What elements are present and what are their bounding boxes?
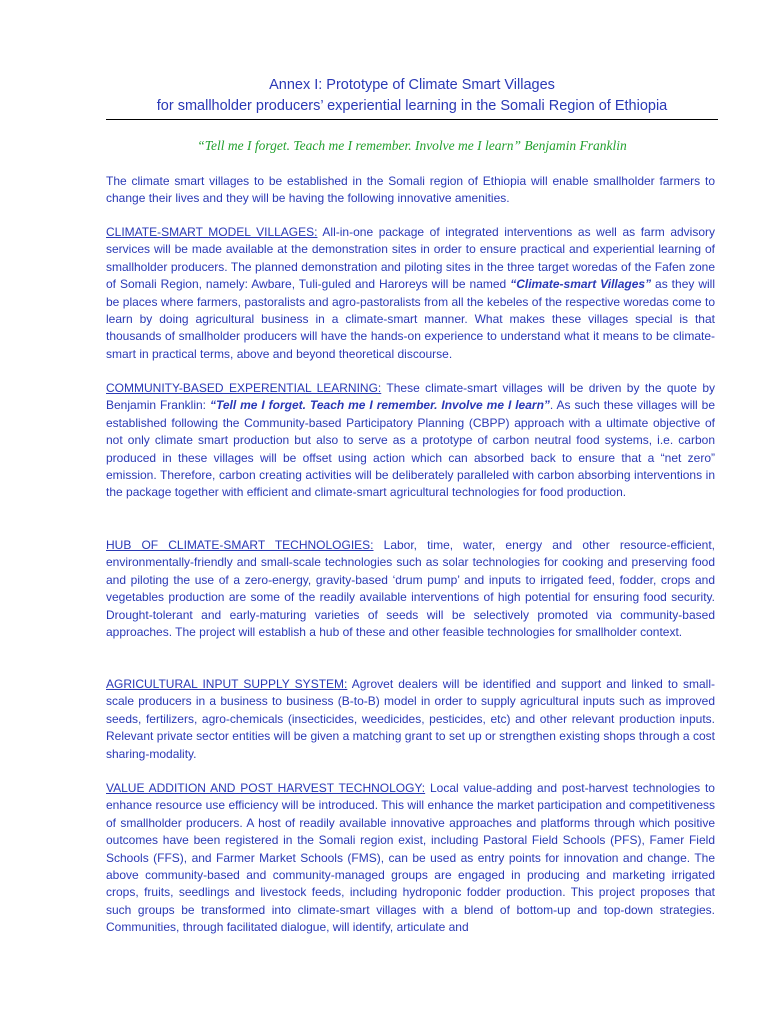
section-text: Labor, time, water, energy and other resource-efficient, environmentally-friendly and small-scale technologies such as solar technologies for cooking and preserving food and piloting the use of a zero-energy, gravity-based ‘drum pump’ and inputs to irrigated feed, fodder, crops and vegetables production are some of the readily available interventions of high potential for ensuring food security. Drought-tolerant and early-maturing varieties of seeds will be selectively promoted via community-based approaches. The project will establish a hub of these and other feasible technologies for smallholder context. [106,538,715,640]
section-heading: HUB OF CLIMATE-SMART TECHNOLOGIES: [106,538,374,552]
section-text-continued: as they will be places where farmers, pastoralists and agro-pastoralists from all the kebeles of the respective woredas come to learn by doing agricultural business in a climate-smart manner. What makes these villages special is that thousands of smallholder producers will have the hands-on experience to understand what it means to be climate-smart in practical terms, above and beyond theoretical discourse. [106,277,715,361]
franklin-quote: “Tell me I forget. Teach me I remember. Involve me I learn” Benjamin Franklin [197,138,627,153]
section-technology-hub [106,537,715,641]
document-title [106,75,718,117]
section-input-supply [106,676,715,763]
section-text-continued: . As such these villages will be established following the Community-based Participatory Planning (CBPP) approach with a ultimate objective of not only climate smart production but also to serve as a prototype of carbon neutral food systems, i.e. carbon produced in these villages will be offset using action which can absorbed back to ensure that a “net zero” emission. Therefore, carbon creating activities will be deliberately paralleled with carbon absorbing interventions in the package together with efficient and climate-smart agricultural technologies for food production. [106,398,715,500]
section-emphasis: “Climate-smart Villages” [510,277,652,292]
section-text: All-in-one package of integrated interventions as well as farm advisory services will be made available at the demonstration sites in order to ensure practical and experiential learning of smallholder producers. The planned demonstration and piloting sites in the three target woredas of the Fafen zone of Somali Region, namely: Awbare, Tuli-guled and Haroreys will be named [106,225,715,292]
section-heading: COMMUNITY-BASED EXPERENTIAL LEARNING: [106,381,382,395]
section-heading: AGRICULTURAL INPUT SUPPLY SYSTEM: [106,677,348,691]
section-text: Agrovet dealers will be identified and support and linked to small-scale producers in a business to business (B-to-B) model in order to supply agricultural inputs such as improved seeds, fertilizers, agro-chemicals (insecticides, weedicides, pesticides, etc) and other relevant production inputs. Relevant private sector entities will be given a matching grant to set up or strengthen existing shops through a cost sharing-modality. [106,677,715,761]
section-text: Local value-adding and post-harvest technologies to enhance resource use efficiency will be introduced. This will enhance the market participation and competitiveness of smallholder producers. A host of readily available innovative approaches and platforms through which positive outcomes have been registered in the Somali region exist, including Pastoral Field Schools (PFS), Famer Field Schools (FFS), and Farmer Market Schools (FMS), can be used as entry points for innovation and change. The above community-based and community-managed groups are engaged in producing and marketing irrigated crops, fruits, seedlings and livestock feeds, including hydroponic fodder production. This project proposes that such groups be transformed into climate-smart villages with a blend of bottom-up and top-down strategies. Communities, through facilitated dialogue, will identify, articulate and [106,781,715,935]
title-line-1: Annex I: Prototype of Climate Smart Villages [269,77,555,93]
section-heading: CLIMATE-SMART MODEL VILLAGES: [106,225,318,239]
section-heading: VALUE ADDITION AND POST HARVEST TECHNOLOGY: [106,781,426,795]
section-emphasis: “Tell me I forget. Teach me I remember. Involve me I learn” [209,398,550,413]
section-value-addition [106,780,715,937]
section-experiential-learning [106,380,715,502]
intro-paragraph: The climate smart villages to be established in the Somali region of Ethiopia will enable smallholder farmers to change their lives and they will be having the following innovative amenities. [106,174,715,206]
title-line-2: for smallholder producers’ experiential learning in the Somali Region of Ethiopia [156,98,668,114]
section-climate-smart-villages [106,224,715,363]
title-divider [106,119,718,120]
section-text: These climate-smart villages will be driven by the quote by Benjamin Franklin: [106,381,715,413]
